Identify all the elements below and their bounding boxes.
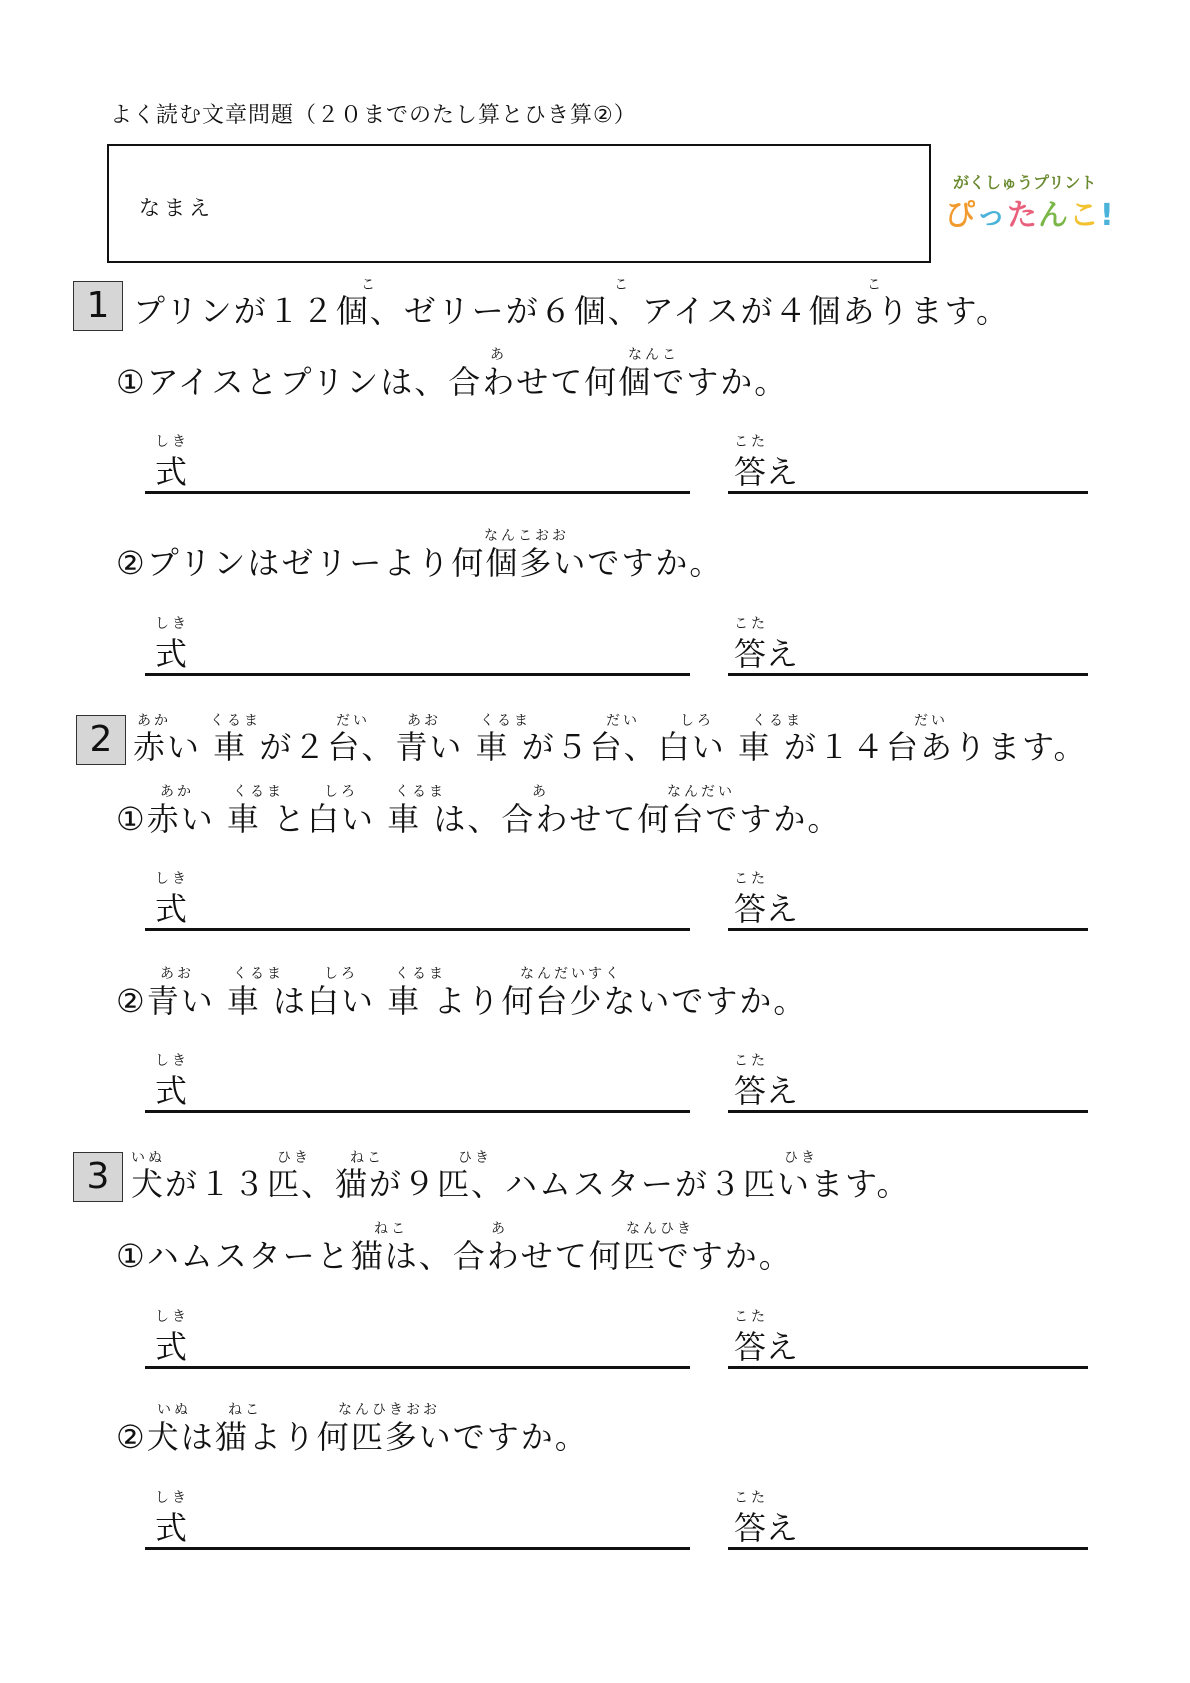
expression-label: 式: [155, 1328, 188, 1366]
name-field-box[interactable]: [107, 144, 931, 263]
furigana: くるま: [233, 784, 284, 800]
furigana: くるま: [395, 784, 446, 800]
furigana: いぬ: [131, 1150, 165, 1166]
logo-char: !: [1100, 198, 1115, 233]
kotae-furigana: こた: [734, 434, 768, 450]
furigana: なんこ: [628, 347, 679, 363]
expression-label: 式: [155, 1509, 188, 1547]
furigana: だい: [336, 713, 370, 729]
shiki-furigana: しき: [155, 434, 189, 450]
expression-answer-line[interactable]: [145, 928, 690, 931]
question-text: ①アイスとプリンは、合わせて何個ですか。: [116, 363, 789, 401]
furigana: なんひきおお: [338, 1402, 440, 1418]
furigana: だい: [606, 713, 640, 729]
furigana: こ: [361, 277, 378, 293]
kotae-furigana: こた: [734, 1053, 768, 1069]
shiki-furigana: しき: [155, 1309, 189, 1325]
question-text: ①ハムスターと猫は、合わせて何匹ですか。: [116, 1237, 793, 1275]
problem-statement: 犬が１３匹、猫が９匹、ハムスターが３匹います。: [131, 1165, 911, 1203]
answer-label: 答え: [734, 1509, 799, 1547]
expression-label: 式: [155, 890, 188, 928]
furigana: くるま: [233, 966, 284, 982]
furigana: あお: [407, 713, 441, 729]
question-text: ②青い 車 は白い 車 より何台少ないですか。: [116, 982, 808, 1020]
logo-char: こ: [1069, 198, 1100, 233]
shiki-furigana: しき: [155, 871, 189, 887]
name-label: なまえ: [139, 196, 214, 220]
final-answer-line[interactable]: [728, 1547, 1088, 1550]
furigana: しろ: [680, 713, 714, 729]
question-text: ②プリンはゼリーより何個多いですか。: [116, 544, 724, 582]
shiki-furigana: しき: [155, 1490, 189, 1506]
furigana: くるま: [210, 713, 261, 729]
furigana: あお: [160, 966, 194, 982]
furigana: くるま: [395, 966, 446, 982]
furigana: しろ: [324, 966, 358, 982]
problem-statement: プリンが１２個、ゼリーが６個、アイスが４個あります。: [133, 292, 1010, 330]
logo-char: ぴ: [945, 198, 976, 233]
final-answer-line[interactable]: [728, 673, 1088, 676]
furigana: いぬ: [157, 1402, 191, 1418]
furigana: くるま: [480, 713, 531, 729]
logo-char: ん: [1038, 198, 1069, 233]
furigana: あ: [491, 1221, 508, 1237]
logo-top-text: がくしゅうプリント: [953, 173, 1097, 192]
furigana: こ: [867, 277, 884, 293]
expression-label: 式: [155, 453, 188, 491]
final-answer-line[interactable]: [728, 1366, 1088, 1369]
kotae-furigana: こた: [734, 616, 768, 632]
expression-answer-line[interactable]: [145, 491, 690, 494]
answer-label: 答え: [734, 890, 799, 928]
logo-bottom-text: [945, 190, 1115, 234]
furigana: あ: [532, 784, 549, 800]
problem-number-1: 1: [73, 281, 123, 331]
furigana: こ: [614, 277, 631, 293]
kotae-furigana: こた: [734, 871, 768, 887]
final-answer-line[interactable]: [728, 491, 1088, 494]
furigana: あ: [490, 347, 507, 363]
question-text: ①赤い 車 と白い 車 は、合わせて何台ですか。: [116, 800, 842, 838]
furigana: ねこ: [374, 1221, 408, 1237]
shiki-furigana: しき: [155, 616, 189, 632]
furigana: なんだい: [667, 784, 735, 800]
kotae-furigana: こた: [734, 1309, 768, 1325]
furigana: だい: [914, 713, 948, 729]
kotae-furigana: こた: [734, 1490, 768, 1506]
final-answer-line[interactable]: [728, 928, 1088, 931]
expression-answer-line[interactable]: [145, 1366, 690, 1369]
logo-char: っ: [976, 198, 1007, 233]
problem-number-2: 2: [76, 715, 126, 765]
expression-answer-line[interactable]: [145, 1110, 690, 1113]
furigana: なんこおお: [484, 528, 569, 544]
furigana: ひき: [277, 1150, 311, 1166]
final-answer-line[interactable]: [728, 1110, 1088, 1113]
expression-answer-line[interactable]: [145, 1547, 690, 1550]
furigana: ひき: [784, 1150, 818, 1166]
furigana: しろ: [324, 784, 358, 800]
problem-number-3: 3: [73, 1152, 123, 1202]
expression-label: 式: [155, 635, 188, 673]
answer-label: 答え: [734, 1072, 799, 1110]
answer-label: 答え: [734, 453, 799, 491]
question-text: ②犬は猫より何匹多いですか。: [116, 1418, 589, 1456]
furigana: なんひき: [626, 1221, 694, 1237]
furigana: ねこ: [350, 1150, 384, 1166]
furigana: あか: [137, 713, 171, 729]
answer-label: 答え: [734, 635, 799, 673]
problem-statement: 赤い 車 が２台、青い 車 が５台、白い 車 が１４台あります。: [133, 728, 1088, 766]
answer-label: 答え: [734, 1328, 799, 1366]
logo-char: た: [1007, 198, 1038, 233]
furigana: くるま: [752, 713, 803, 729]
shiki-furigana: しき: [155, 1053, 189, 1069]
furigana: ひき: [458, 1150, 492, 1166]
furigana: ねこ: [228, 1402, 262, 1418]
worksheet-title: よく読む文章問題（２０までのたし算とひき算②）: [110, 103, 637, 128]
expression-label: 式: [155, 1072, 188, 1110]
furigana: あか: [160, 784, 194, 800]
expression-answer-line[interactable]: [145, 673, 690, 676]
site-logo: [945, 170, 1115, 234]
furigana: なんだいすく: [520, 966, 622, 982]
